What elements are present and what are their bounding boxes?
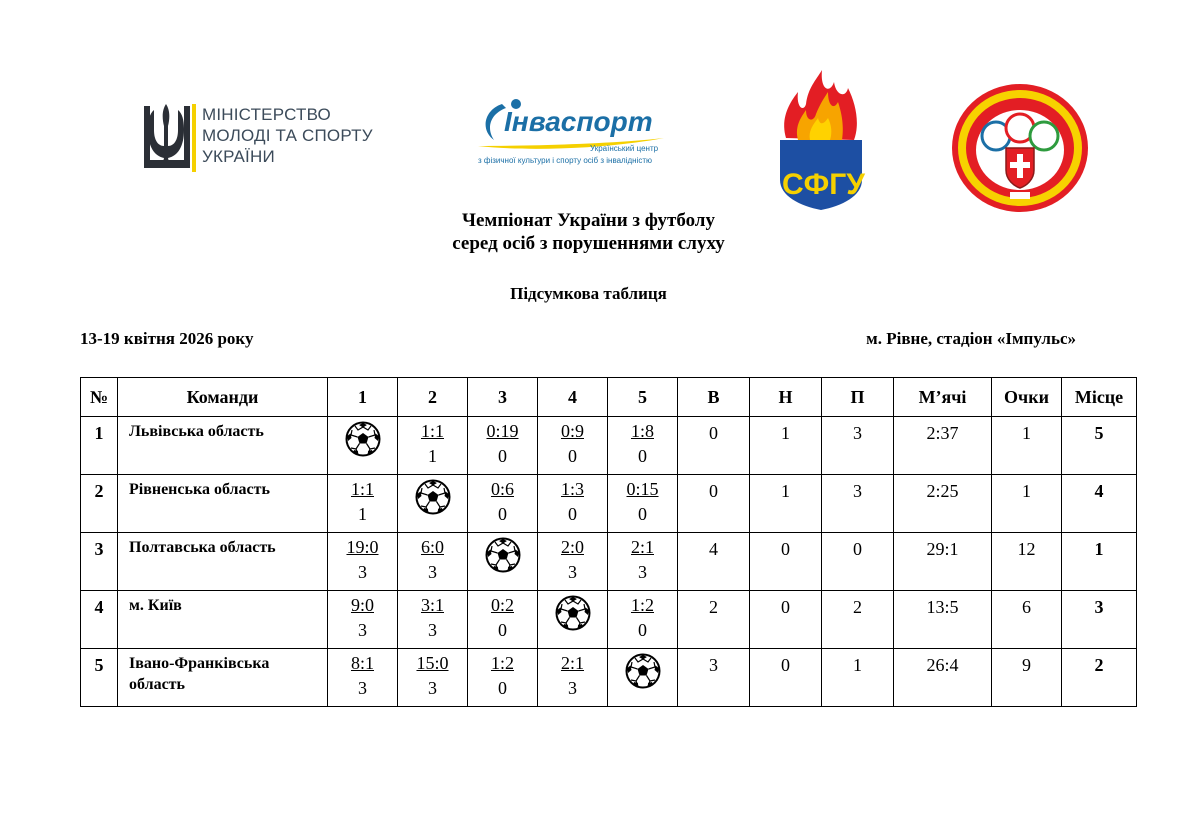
ministry-title bbox=[202, 104, 373, 167]
row-num: 2 bbox=[81, 475, 118, 533]
col-header-5: 5 bbox=[608, 378, 678, 417]
goals-cell: 2:37 bbox=[894, 417, 992, 475]
match-cell bbox=[608, 591, 678, 649]
rivne-seal-logo bbox=[950, 82, 1090, 214]
col-header-losses: П bbox=[822, 378, 894, 417]
match-cell bbox=[398, 649, 468, 707]
place-cell: 2 bbox=[1062, 649, 1137, 707]
ministry-line2: МОЛОДІ ТА СПОРТУ bbox=[202, 126, 373, 145]
soccer-ball-icon bbox=[415, 479, 451, 515]
goals-cell: 26:4 bbox=[894, 649, 992, 707]
table-row bbox=[81, 591, 1137, 649]
ministry-line3: УКРАЇНИ bbox=[202, 147, 275, 166]
match-points: 1 bbox=[428, 446, 437, 466]
match-cell bbox=[328, 591, 398, 649]
match-cell bbox=[328, 533, 398, 591]
draws-cell: 0 bbox=[750, 591, 822, 649]
match-score: 0:2 bbox=[490, 595, 514, 615]
place-cell: 4 bbox=[1062, 475, 1137, 533]
match-score: 0:6 bbox=[490, 479, 514, 499]
invasport-brand: Інваспорт bbox=[504, 106, 653, 137]
place-cell: 3 bbox=[1062, 591, 1137, 649]
sfgu-logo bbox=[776, 68, 866, 210]
match-cell bbox=[398, 591, 468, 649]
match-score: 1:8 bbox=[630, 421, 654, 441]
match-score: 1:2 bbox=[490, 653, 514, 673]
col-header-1: 1 bbox=[328, 378, 398, 417]
event-dates: 13-19 квітня 2026 року bbox=[80, 329, 254, 348]
match-points: 0 bbox=[638, 504, 647, 524]
draws-cell: 1 bbox=[750, 475, 822, 533]
match-cell bbox=[608, 417, 678, 475]
match-cell bbox=[328, 475, 398, 533]
event-venue: м. Рівне, стадіон «Імпульс» bbox=[866, 329, 1076, 348]
team-name: Рівненська область bbox=[118, 475, 328, 533]
match-score: 0:9 bbox=[560, 421, 584, 441]
row-num: 3 bbox=[81, 533, 118, 591]
goals-cell: 13:5 bbox=[894, 591, 992, 649]
place-cell: 5 bbox=[1062, 417, 1137, 475]
match-points: 0 bbox=[568, 504, 577, 524]
points-cell: 12 bbox=[992, 533, 1062, 591]
table-row bbox=[81, 417, 1137, 475]
match-score: 1:3 bbox=[560, 479, 584, 499]
match-points: 3 bbox=[428, 678, 437, 698]
team-name: Львівська область bbox=[118, 417, 328, 475]
match-cell bbox=[328, 649, 398, 707]
draws-cell: 0 bbox=[750, 533, 822, 591]
match-score: 19:0 bbox=[346, 537, 379, 557]
losses-cell: 1 bbox=[822, 649, 894, 707]
match-points: 0 bbox=[568, 446, 577, 466]
match-points: 0 bbox=[498, 678, 507, 698]
wins-cell: 2 bbox=[678, 591, 750, 649]
invasport-logo bbox=[472, 96, 672, 176]
losses-cell: 2 bbox=[822, 591, 894, 649]
match-points: 3 bbox=[568, 678, 577, 698]
ministry-logo bbox=[140, 98, 390, 178]
page-subtitle: Підсумкова таблиця bbox=[510, 284, 667, 303]
match-points: 0 bbox=[638, 446, 647, 466]
wins-cell: 0 bbox=[678, 417, 750, 475]
wins-cell: 4 bbox=[678, 533, 750, 591]
match-score: 2:1 bbox=[560, 653, 584, 673]
match-score: 2:1 bbox=[630, 537, 654, 557]
match-points: 3 bbox=[638, 562, 647, 582]
match-cell bbox=[468, 475, 538, 533]
losses-cell: 3 bbox=[822, 475, 894, 533]
match-score: 8:1 bbox=[350, 653, 374, 673]
match-score: 9:0 bbox=[350, 595, 374, 615]
invasport-sub1: Український центр bbox=[590, 144, 659, 153]
self-match-cell bbox=[328, 417, 398, 475]
standings-table bbox=[80, 377, 1137, 707]
page-title-line2: серед осіб з порушеннями слуху bbox=[452, 233, 725, 254]
team-name: м. Київ bbox=[118, 591, 328, 649]
match-points: 3 bbox=[568, 562, 577, 582]
match-points: 0 bbox=[638, 620, 647, 640]
points-cell: 1 bbox=[992, 475, 1062, 533]
points-cell: 1 bbox=[992, 417, 1062, 475]
match-points: 3 bbox=[358, 562, 367, 582]
seal-emblem-icon bbox=[950, 82, 1090, 214]
match-cell bbox=[608, 533, 678, 591]
col-header-draws: Н bbox=[750, 378, 822, 417]
match-score: 2:0 bbox=[560, 537, 584, 557]
match-points: 3 bbox=[358, 620, 367, 640]
self-match-cell bbox=[398, 475, 468, 533]
sfgu-text: СФГУ bbox=[782, 168, 865, 201]
match-cell bbox=[468, 591, 538, 649]
col-header-num: № bbox=[81, 378, 118, 417]
row-num: 5 bbox=[81, 649, 118, 707]
self-match-cell bbox=[468, 533, 538, 591]
table-body bbox=[81, 417, 1137, 707]
match-score: 15:0 bbox=[416, 653, 449, 673]
match-cell bbox=[538, 533, 608, 591]
soccer-ball-icon bbox=[485, 537, 521, 573]
wins-cell: 0 bbox=[678, 475, 750, 533]
goals-cell: 29:1 bbox=[894, 533, 992, 591]
team-name: Івано-Франківська область bbox=[118, 649, 328, 707]
row-num: 4 bbox=[81, 591, 118, 649]
row-num: 1 bbox=[81, 417, 118, 475]
points-cell: 9 bbox=[992, 649, 1062, 707]
match-points: 1 bbox=[358, 504, 367, 524]
losses-cell: 3 bbox=[822, 417, 894, 475]
invasport-sub2: з фізичної культури і спорту осіб з інвалідністю bbox=[478, 156, 653, 165]
draws-cell: 0 bbox=[750, 649, 822, 707]
draws-cell: 1 bbox=[750, 417, 822, 475]
self-match-cell bbox=[608, 649, 678, 707]
match-score: 0:19 bbox=[486, 421, 519, 441]
wins-cell: 3 bbox=[678, 649, 750, 707]
match-cell bbox=[468, 649, 538, 707]
match-points: 3 bbox=[358, 678, 367, 698]
match-points: 0 bbox=[498, 504, 507, 524]
losses-cell: 0 bbox=[822, 533, 894, 591]
ministry-line1: МІНІСТЕРСТВО bbox=[202, 105, 331, 124]
match-score: 1:1 bbox=[350, 479, 374, 499]
match-cell bbox=[608, 475, 678, 533]
col-header-team: Команди bbox=[118, 378, 328, 417]
col-header-4: 4 bbox=[538, 378, 608, 417]
col-header-2: 2 bbox=[398, 378, 468, 417]
match-cell bbox=[538, 649, 608, 707]
match-score: 0:15 bbox=[626, 479, 659, 499]
table-row bbox=[81, 533, 1137, 591]
soccer-ball-icon bbox=[345, 421, 381, 457]
table-row bbox=[81, 649, 1137, 707]
soccer-ball-icon bbox=[555, 595, 591, 631]
self-match-cell bbox=[538, 591, 608, 649]
points-cell: 6 bbox=[992, 591, 1062, 649]
col-header-wins: В bbox=[678, 378, 750, 417]
match-points: 0 bbox=[498, 620, 507, 640]
team-name: Полтавська область bbox=[118, 533, 328, 591]
match-cell bbox=[538, 417, 608, 475]
match-score: 3:1 bbox=[420, 595, 444, 615]
trident-icon bbox=[140, 100, 192, 174]
col-header-points: Очки bbox=[992, 378, 1062, 417]
soccer-ball-icon bbox=[625, 653, 661, 689]
col-header-3: 3 bbox=[468, 378, 538, 417]
match-cell bbox=[398, 533, 468, 591]
match-points: 0 bbox=[498, 446, 507, 466]
match-points: 3 bbox=[428, 620, 437, 640]
match-score: 1:2 bbox=[630, 595, 654, 615]
match-score: 6:0 bbox=[420, 537, 444, 557]
page-title-line1: Чемпіонат України з футболу bbox=[462, 210, 715, 231]
col-header-goals: М’ячі bbox=[894, 378, 992, 417]
match-score: 1:1 bbox=[420, 421, 444, 441]
match-cell bbox=[538, 475, 608, 533]
table-header-row bbox=[81, 378, 1137, 417]
goals-cell: 2:25 bbox=[894, 475, 992, 533]
match-points: 3 bbox=[428, 562, 437, 582]
match-cell bbox=[468, 417, 538, 475]
table-row bbox=[81, 475, 1137, 533]
col-header-place: Місце bbox=[1062, 378, 1137, 417]
place-cell: 1 bbox=[1062, 533, 1137, 591]
match-cell bbox=[398, 417, 468, 475]
